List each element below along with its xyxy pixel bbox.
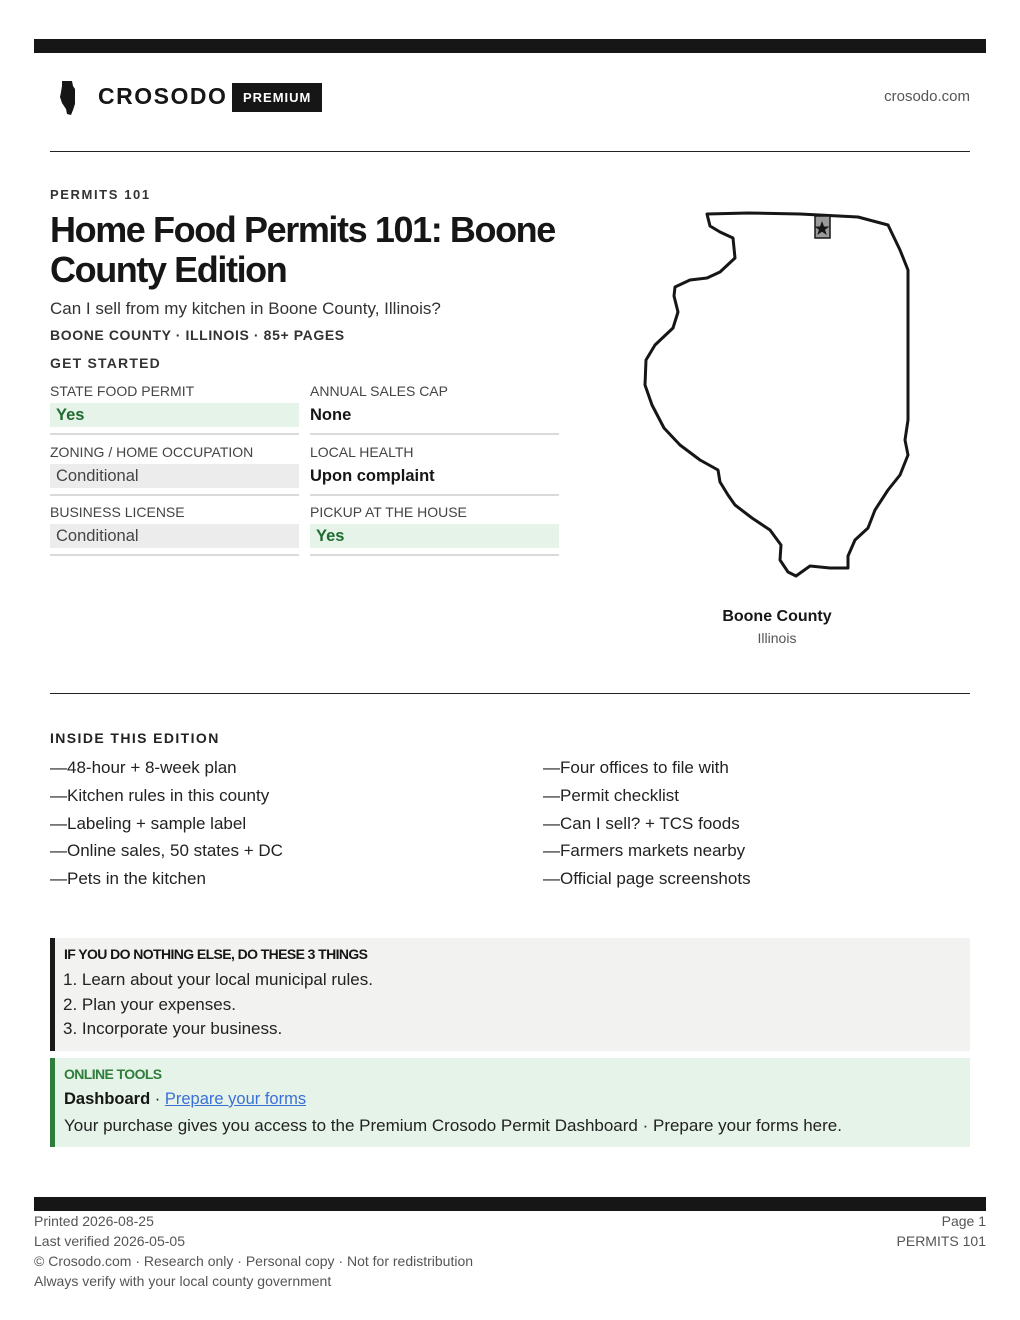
- fact-zoning: [50, 442, 299, 496]
- dashboard-label: Dashboard: [64, 1090, 151, 1108]
- separator: ·: [150, 1090, 165, 1108]
- copyright-note: © Crosodo.com · Research only · Personal copy · Not for redistribution: [34, 1253, 474, 1269]
- toc-item: —Pets in the kitchen: [50, 869, 206, 889]
- toc-item: —Labeling + sample label: [50, 813, 247, 833]
- premium-badge: PREMIUM: [232, 83, 322, 112]
- toc-right-column: [543, 757, 963, 896]
- fact-label: ZONING / HOME OCCUPATION: [50, 444, 254, 460]
- prepare-forms-link[interactable]: Prepare your forms: [164, 1090, 307, 1108]
- fact-local-health: [310, 442, 559, 496]
- fact-value: Upon complaint: [310, 467, 435, 485]
- toc-item: —48-hour + 8-week plan: [50, 758, 237, 777]
- bottom-rule: [34, 1197, 986, 1211]
- fact-value: Conditional: [50, 464, 299, 488]
- fact-value: Conditional: [50, 524, 299, 548]
- dashboard-line: [64, 1090, 306, 1109]
- header-divider: [50, 151, 970, 152]
- page-number: Page 1: [941, 1213, 986, 1229]
- page-header: [50, 78, 970, 118]
- fact-label: STATE FOOD PERMIT: [50, 383, 195, 399]
- fact-annual-sales-cap: [310, 381, 559, 435]
- fact-label: BUSINESS LICENSE: [50, 504, 185, 520]
- section-kicker: PERMITS 101: [50, 187, 151, 202]
- page-subtitle: Can I sell from my kitchen in Boone County, Illinois?: [50, 299, 441, 318]
- map-county-label: Boone County: [722, 608, 832, 625]
- fact-label: ANNUAL SALES CAP: [310, 383, 448, 399]
- fact-value: Yes: [310, 524, 559, 548]
- footer-section: PERMITS 101: [896, 1233, 986, 1249]
- three-things-callout: [50, 938, 970, 1051]
- callout-step: 3. Incorporate your business.: [63, 1019, 283, 1038]
- map-state-label: Illinois: [757, 630, 797, 646]
- printed-date: Printed 2026-08-25: [34, 1213, 154, 1229]
- toc-item: —Permit checklist: [543, 785, 680, 805]
- callout-step: 1. Learn about your local municipal rules.: [63, 970, 373, 989]
- page-title: Home Food Permits 101: Boone County Edition: [50, 209, 555, 290]
- toc-item: —Kitchen rules in this county: [50, 785, 270, 805]
- fact-label: LOCAL HEALTH: [310, 444, 414, 460]
- online-tools-callout: [50, 1058, 970, 1147]
- dashboard-access-text: Your purchase gives you access to the Premium Crosodo Permit Dashboard · Prepare your forms here.: [64, 1116, 842, 1135]
- verify-note: Always verify with your local county government: [34, 1273, 332, 1289]
- toc-item: —Four offices to file with: [543, 758, 729, 777]
- verified-date: Last verified 2026-05-05: [34, 1233, 185, 1249]
- toc-item: —Online sales, 50 states + DC: [50, 841, 283, 861]
- site-link[interactable]: crosodo.com: [884, 88, 970, 105]
- illinois-county-map: [630, 205, 930, 590]
- callout-title: IF YOU DO NOTHING ELSE, DO THESE 3 THINGS: [64, 946, 368, 962]
- fact-label: PICKUP AT THE HOUSE: [310, 504, 467, 520]
- section-divider: [50, 693, 970, 694]
- toc-item: —Farmers markets nearby: [543, 841, 746, 861]
- brand-name: CROSODO: [98, 83, 228, 109]
- toc-item: —Can I sell? + TCS foods: [543, 813, 740, 833]
- illinois-logo-icon: [58, 80, 82, 116]
- fact-state-food-permit: [50, 381, 299, 435]
- fact-value: None: [310, 406, 352, 424]
- online-tools-title: ONLINE TOOLS: [64, 1066, 162, 1082]
- callout-step: 2. Plan your expenses.: [63, 994, 236, 1014]
- illinois-outline: [645, 213, 908, 576]
- callout-steps: [63, 969, 373, 1043]
- footer-right: [897, 1211, 986, 1251]
- toc-left-column: [50, 757, 470, 896]
- top-rule: [34, 39, 986, 53]
- toc-item: —Official page screenshots: [543, 869, 751, 889]
- inside-edition-heading: INSIDE THIS EDITION: [50, 730, 220, 746]
- edition-meta: BOONE COUNTY · ILLINOIS · 85+ PAGES: [50, 327, 345, 343]
- fact-value: Yes: [50, 403, 299, 427]
- fact-pickup-at-house: [310, 502, 559, 556]
- fact-business-license: [50, 502, 299, 556]
- footer-left: [34, 1211, 473, 1291]
- get-started-heading: GET STARTED: [50, 355, 161, 371]
